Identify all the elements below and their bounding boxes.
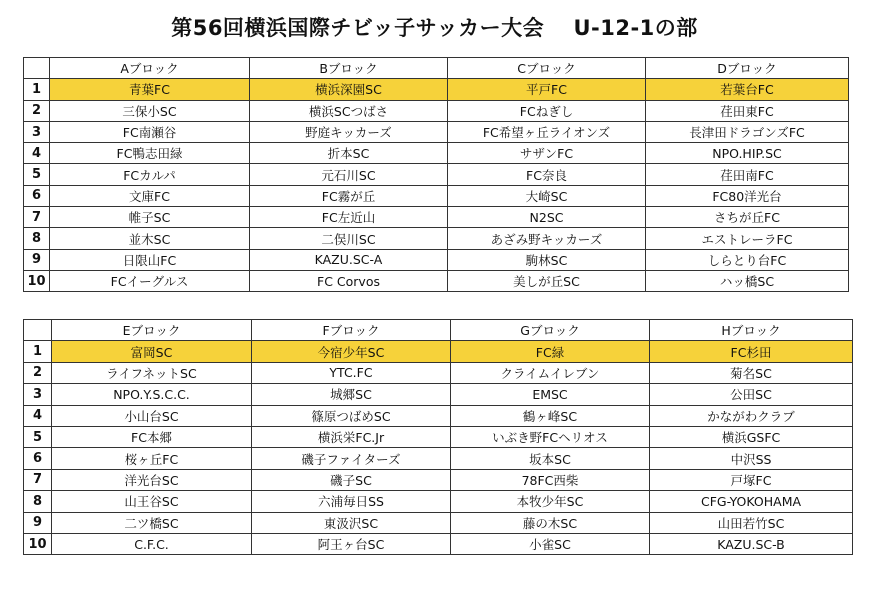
team-cell: KAZU.SC-A: [250, 249, 448, 270]
team-cell: 磯子SC: [252, 469, 451, 490]
team-cell: 横浜栄FC.Jr: [252, 426, 451, 447]
team-cell: FCねぎし: [448, 100, 646, 121]
table-row: [24, 228, 849, 249]
table-row: [24, 249, 849, 270]
team-cell: 桜ヶ丘FC: [52, 448, 252, 469]
table-row: [24, 185, 849, 206]
table-row: [24, 469, 853, 490]
block-header: Fブロック: [252, 320, 451, 341]
team-cell: 大崎SC: [448, 185, 646, 206]
header-corner: [24, 58, 50, 79]
row-number: 2: [24, 362, 52, 383]
block-table-a-d: [23, 57, 849, 292]
table-row: [24, 362, 853, 383]
team-cell: NPO.Y.S.C.C.: [52, 384, 252, 405]
row-number: 5: [24, 164, 50, 185]
team-cell: 文庫FC: [50, 185, 250, 206]
team-cell: 横浜SCつばさ: [250, 100, 448, 121]
team-cell: C.F.C.: [52, 533, 252, 554]
team-cell: 東汲沢SC: [252, 512, 451, 533]
team-cell: 小山台SC: [52, 405, 252, 426]
team-cell: 阿王ヶ台SC: [252, 533, 451, 554]
team-cell: FC希望ヶ丘ライオンズ: [448, 121, 646, 142]
team-cell: ライフネットSC: [52, 362, 252, 383]
row-number: 2: [24, 100, 50, 121]
block-header: Dブロック: [646, 58, 849, 79]
row-number: 6: [24, 185, 50, 206]
header-corner: [24, 320, 52, 341]
team-cell: 荏田東FC: [646, 100, 849, 121]
team-cell: FC緑: [451, 341, 650, 362]
team-cell: 戸塚FC: [650, 469, 853, 490]
team-cell: 六浦毎日SS: [252, 491, 451, 512]
team-cell: 公田SC: [650, 384, 853, 405]
team-cell: エストレーラFC: [646, 228, 849, 249]
row-number: 4: [24, 405, 52, 426]
row-number: 3: [24, 384, 52, 405]
team-cell: 城郷SC: [252, 384, 451, 405]
team-cell: 帷子SC: [50, 207, 250, 228]
team-cell: FC鴨志田緑: [50, 143, 250, 164]
team-cell: 坂本SC: [451, 448, 650, 469]
team-cell: 横浜深園SC: [250, 79, 448, 100]
team-cell: 横浜GSFC: [650, 426, 853, 447]
team-cell: 日限山FC: [50, 249, 250, 270]
row-number: 5: [24, 426, 52, 447]
team-cell: 二俣川SC: [250, 228, 448, 249]
row-number: 1: [24, 341, 52, 362]
team-cell: FC奈良: [448, 164, 646, 185]
team-cell: 菊名SC: [650, 362, 853, 383]
row-number: 6: [24, 448, 52, 469]
table-row: [24, 164, 849, 185]
row-number: 9: [24, 249, 50, 270]
row-number: 9: [24, 512, 52, 533]
block-header: Aブロック: [50, 58, 250, 79]
row-number: 7: [24, 207, 50, 228]
team-cell: FC左近山: [250, 207, 448, 228]
block-header: Cブロック: [448, 58, 646, 79]
team-cell: CFG-YOKOHAMA: [650, 491, 853, 512]
team-cell: 並木SC: [50, 228, 250, 249]
row-number: 1: [24, 79, 50, 100]
team-cell: サザンFC: [448, 143, 646, 164]
table-row: [24, 512, 853, 533]
table-row: [24, 491, 853, 512]
team-cell: 本牧少年SC: [451, 491, 650, 512]
block-table-e-h: [23, 319, 853, 555]
block-header: Bブロック: [250, 58, 448, 79]
team-cell: 小雀SC: [451, 533, 650, 554]
table-row: [24, 426, 853, 447]
team-cell: FC本郷: [52, 426, 252, 447]
team-cell: FCイーグルス: [50, 270, 250, 291]
team-cell: 78FC西柴: [451, 469, 650, 490]
team-cell: 富岡SC: [52, 341, 252, 362]
row-number: 10: [24, 533, 52, 554]
team-cell: 山田若竹SC: [650, 512, 853, 533]
team-cell: 折本SC: [250, 143, 448, 164]
team-cell: FC杉田: [650, 341, 853, 362]
team-cell: 二ツ橋SC: [52, 512, 252, 533]
team-cell: さちが丘FC: [646, 207, 849, 228]
table-row: [24, 448, 853, 469]
row-number: 8: [24, 491, 52, 512]
team-cell: 鶴ヶ峰SC: [451, 405, 650, 426]
team-cell: NPO.HIP.SC: [646, 143, 849, 164]
team-cell: 中沢SS: [650, 448, 853, 469]
team-cell: FCカルパ: [50, 164, 250, 185]
table-row: [24, 270, 849, 291]
team-cell: 山王谷SC: [52, 491, 252, 512]
page-title: 第56回横浜国際チビッ子サッカー大会 U-12-1の部: [171, 16, 698, 40]
row-number: 4: [24, 143, 50, 164]
team-cell: EMSC: [451, 384, 650, 405]
team-cell: 今宿少年SC: [252, 341, 451, 362]
table-row: [24, 207, 849, 228]
team-cell: 青葉FC: [50, 79, 250, 100]
table-row: [24, 121, 849, 142]
team-cell: FC霧が丘: [250, 185, 448, 206]
team-cell: KAZU.SC-B: [650, 533, 853, 554]
team-cell: ハッ橋SC: [646, 270, 849, 291]
header-row: [24, 320, 853, 341]
team-cell: 洋光台SC: [52, 469, 252, 490]
team-cell: FC80洋光台: [646, 185, 849, 206]
team-cell: 篠原つばめSC: [252, 405, 451, 426]
team-cell: 長津田ドラゴンズFC: [646, 121, 849, 142]
row-number: 8: [24, 228, 50, 249]
team-cell: しらとり台FC: [646, 249, 849, 270]
team-cell: FC Corvos: [250, 270, 448, 291]
table-row: [24, 405, 853, 426]
team-cell: 磯子ファイターズ: [252, 448, 451, 469]
table-row: [24, 79, 849, 100]
table-row: [24, 533, 853, 554]
team-cell: 藤の木SC: [451, 512, 650, 533]
block-header: Hブロック: [650, 320, 853, 341]
block-header: Gブロック: [451, 320, 650, 341]
team-cell: クライムイレブン: [451, 362, 650, 383]
team-cell: いぶき野FCヘリオス: [451, 426, 650, 447]
table-row: [24, 384, 853, 405]
team-cell: YTC.FC: [252, 362, 451, 383]
team-cell: 荏田南FC: [646, 164, 849, 185]
team-cell: 駒林SC: [448, 249, 646, 270]
team-cell: 美しが丘SC: [448, 270, 646, 291]
header-row: [24, 58, 849, 79]
team-cell: FC南瀬谷: [50, 121, 250, 142]
row-number: 3: [24, 121, 50, 142]
row-number: 10: [24, 270, 50, 291]
team-cell: あざみ野キッカーズ: [448, 228, 646, 249]
table-row: [24, 100, 849, 121]
table-row: [24, 341, 853, 362]
team-cell: N2SC: [448, 207, 646, 228]
team-cell: 平戸FC: [448, 79, 646, 100]
table-row: [24, 143, 849, 164]
team-cell: 元石川SC: [250, 164, 448, 185]
row-number: 7: [24, 469, 52, 490]
team-cell: 野庭キッカーズ: [250, 121, 448, 142]
team-cell: かながわクラブ: [650, 405, 853, 426]
team-cell: 三保小SC: [50, 100, 250, 121]
team-cell: 若葉台FC: [646, 79, 849, 100]
block-header: Eブロック: [52, 320, 252, 341]
